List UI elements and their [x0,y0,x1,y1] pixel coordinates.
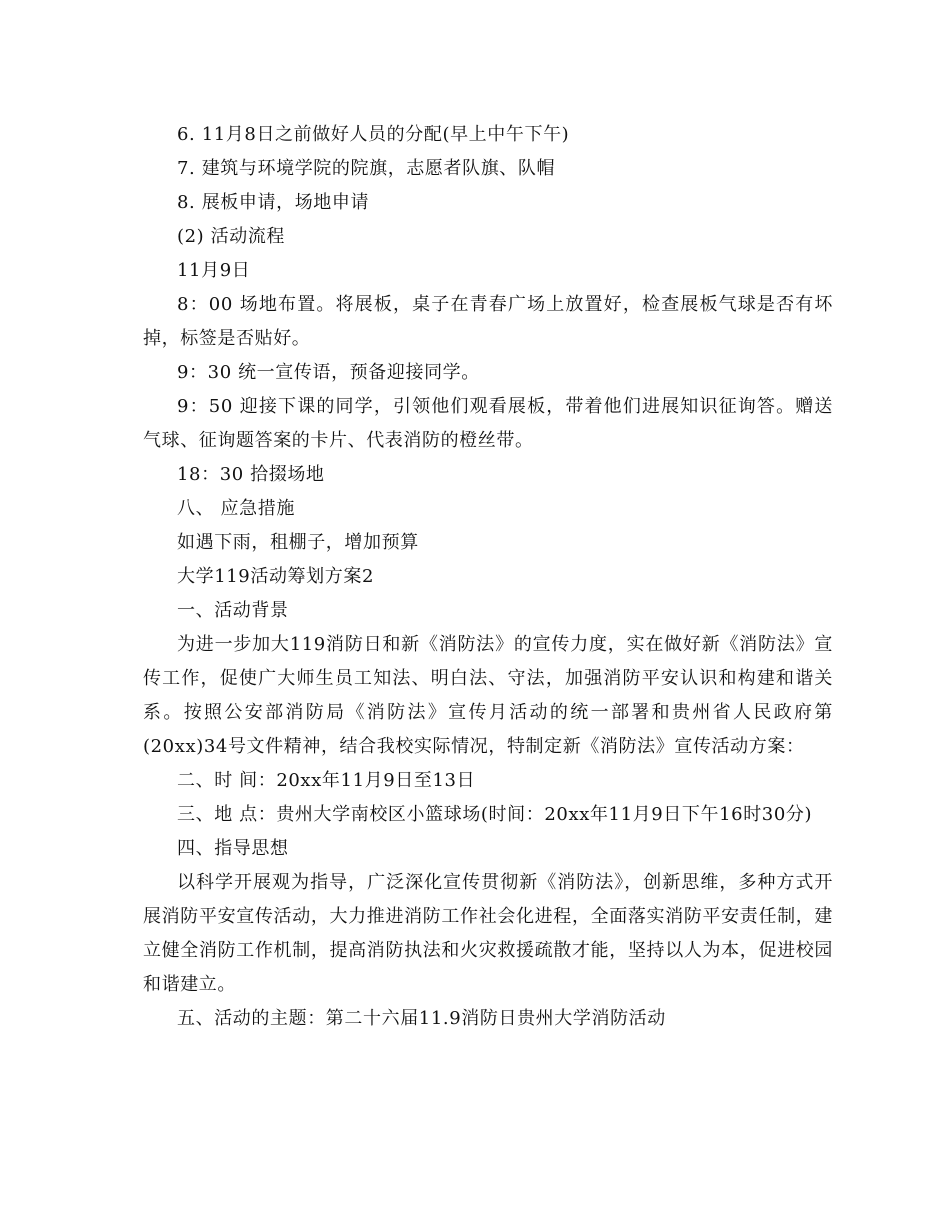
date-line: 11月9日 [177,260,251,281]
emergency-text: 如遇下雨，租棚子，增加预算 [177,532,419,553]
activity-theme-line: 五、活动的主题：第二十六届11.9消防日贵州大学消防活动 [177,1008,666,1029]
section-heading-background: 一、活动背景 [177,600,289,621]
schedule-1830: 18：30 拾掇场地 [177,464,325,485]
background-text: 为进一步加大119消防日和新《消防法》的宣传力度，实在做好新《消防法》宣传工作，促使广大师生员工知法、明白法、守法，加强消防平安认识和构建和谐关系。按照公安部消防局《消防法》宣传月活动的统一部署和贵州省人民政府第(20xx)34号文件精神，结合我校实际情况，特制定新《消防法》宣传活动方案： [143,634,833,757]
guiding-thought-text: 以科学开展观为指导，广泛深化宣传贯彻新《消防法》，创新思维，多种方式开展消防平安宣传活动，大力推进消防工作社会化进程，全面落实消防平安责任制，建立健全消防工作机制，提高消防执法和火灾救援疏散才能，坚持以人为本，促进校园和谐建立。 [143,872,833,995]
section-heading-activity-flow: (2) 活动流程 [177,226,286,247]
schedule-0800: 8：00 场地布置。将展板，桌子在青春广场上放置好，检查展板气球是否有坏掉，标签是否贴好。 [143,294,833,349]
paragraph-item-7: 7. 建筑与环境学院的院旗，志愿者队旗、队帽 [177,158,556,179]
section-heading-guiding-thought: 四、指导思想 [177,838,289,859]
paragraph-item-8: 8. 展板申请，场地申请 [177,192,370,213]
paragraph-item-6: 6. 11月8日之前做好人员的分配(早上中午下午) [177,124,570,145]
section-heading-emergency: 八、 应急措施 [177,498,295,519]
time-line: 二、时 间：20xx年11月9日至13日 [177,770,476,791]
plan-title: 大学119活动筹划方案2 [177,566,375,587]
document-body [143,118,833,1036]
location-line: 三、地 点：贵州大学南校区小篮球场(时间：20xx年11月9日下午16时30分) [177,804,813,825]
schedule-0930: 9：30 统一宣传语，预备迎接同学。 [177,362,480,383]
schedule-0950: 9：50 迎接下课的同学，引领他们观看展板，带着他们进展知识征询答。赠送气球、征询题答案的卡片、代表消防的橙丝带。 [143,396,833,451]
